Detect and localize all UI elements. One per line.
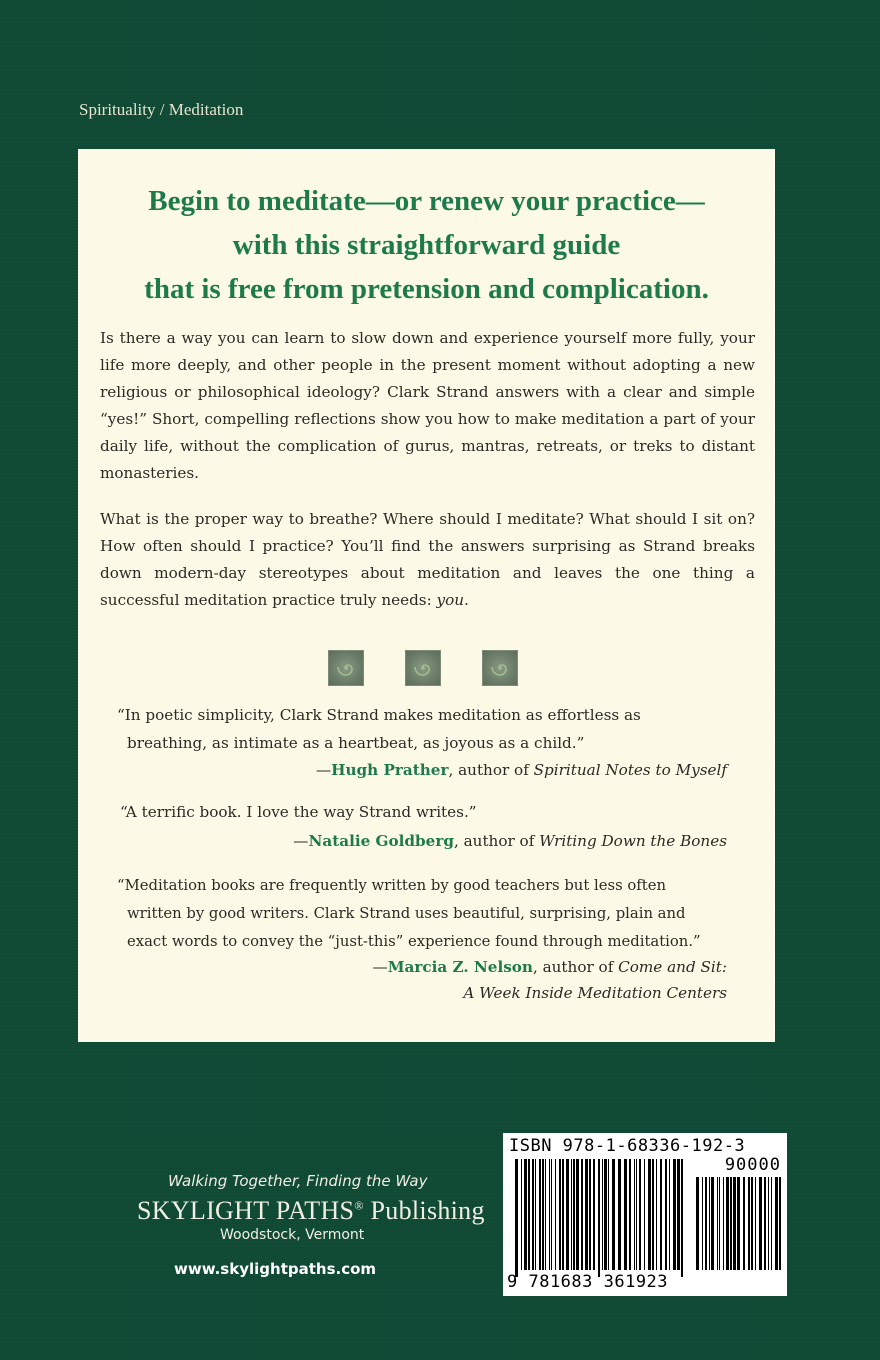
attribution-author-of: , author of (453, 832, 540, 850)
barcode-bar (566, 1159, 569, 1270)
barcode-bar (535, 1159, 536, 1270)
barcode-bar (515, 1159, 518, 1277)
publisher-name-main: SKYLIGHT PATHS (137, 1196, 355, 1225)
addon-bar (726, 1177, 729, 1270)
addon-bar (723, 1177, 724, 1270)
testimonial-1-line-2: breathing, as intimate as a heartbeat, as joyous as a child.” (127, 734, 585, 752)
testimonial-2-attribution (293, 832, 727, 850)
attribution-author-of: , author of (532, 958, 619, 976)
addon-bar (771, 1177, 772, 1270)
barcode-bar (660, 1159, 662, 1270)
testimonial-3-line-3: exact words to convey the “just-this” experience found through meditation.” (127, 933, 701, 950)
publisher-website-link[interactable]: www.skylightpaths.com (174, 1260, 377, 1278)
barcode-bar (673, 1159, 676, 1270)
ean-digits: 9 781683 361923 (507, 1272, 669, 1292)
barcode-bar (618, 1159, 621, 1270)
testimonial-2-line-1: “A terrific book. I love the way Strand writes.” (120, 803, 477, 821)
addon-bar (696, 1177, 699, 1270)
barcode-bar (585, 1159, 588, 1270)
barcode-bar (656, 1159, 657, 1270)
barcode-bar (636, 1159, 637, 1270)
spiral-ornament-icon (405, 650, 441, 686)
attribution-dash: — (315, 761, 332, 779)
addon-bar (755, 1177, 756, 1270)
barcode-bar (545, 1159, 546, 1270)
body-paragraph-2-text: What is the proper way to breathe? Where should I meditate? What should I sit on? How often should I practice? You’ll find the answers surprising as Strand breaks down modern-day stereotypes about meditation and leaves the one thing a successful meditation practice truly needs: (100, 510, 755, 609)
addon-bar (751, 1177, 753, 1270)
attribution-dash: — (372, 958, 388, 976)
addon-bar (743, 1177, 745, 1270)
barcode-bar (624, 1159, 627, 1270)
body-paragraph-1: Is there a way you can learn to slow down and experience yourself more fully, your life more deeply, and other people in the present moment without adopting a new religious or philosophical ideology? Clark Strand answers with a clear and simple “yes!” Short, compelling reflections show you how to make meditation a part of your daily life, without the complication of gurus, mantras, retreats, or treks to distant monasteries. (100, 329, 755, 482)
testimonial-3-line-2: written by good writers. Clark Strand uses beautiful, surprising, plain and (127, 905, 686, 922)
body-paragraph-2 (100, 506, 755, 614)
addon-bar (764, 1177, 766, 1270)
testimonial-1-attribution (316, 761, 727, 779)
publisher-name-suffix: Publishing (363, 1196, 485, 1225)
addon-bar (719, 1177, 720, 1270)
testimonial-3-attribution (373, 958, 727, 976)
attribution-book: Come and Sit: (618, 958, 727, 976)
barcode-bar (528, 1159, 530, 1270)
barcode-bar (551, 1159, 552, 1270)
price-code: 90000 (724, 1155, 781, 1175)
barcode-bar (549, 1159, 550, 1270)
barcode-bar (639, 1159, 641, 1270)
barcode-bar (602, 1159, 603, 1270)
barcode-bar (644, 1159, 645, 1270)
barcode-bar (532, 1159, 534, 1270)
barcode-bar (604, 1159, 607, 1270)
headline-line-2: with this straightforward guide (232, 229, 621, 261)
barcode-bar (608, 1159, 609, 1270)
barcode-bar (665, 1159, 667, 1270)
attribution-name: Natalie Goldberg (308, 832, 454, 850)
barcode-bar (681, 1159, 683, 1277)
addon-bar (759, 1177, 762, 1270)
barcode-bar (562, 1159, 564, 1270)
headline-line-3: that is free from pretension and complication. (144, 273, 709, 305)
barcode-bar (539, 1159, 541, 1270)
barcode-bar (669, 1159, 670, 1270)
attribution-name: Marcia Z. Nelson (387, 958, 533, 976)
attribution-author-of: , author of (448, 761, 534, 779)
barcode-bar (524, 1159, 527, 1270)
attribution-book-line-2: A Week Inside Meditation Centers (463, 984, 727, 1002)
publisher-location: Woodstock, Vermont (220, 1227, 365, 1243)
attribution-book: Writing Down the Bones (539, 832, 727, 850)
addon-bar (702, 1177, 703, 1270)
barcode-bar (559, 1159, 561, 1270)
addon-bar (768, 1177, 769, 1270)
description-panel (78, 149, 775, 1042)
publisher-tagline: Walking Together, Finding the Way (168, 1172, 428, 1190)
barcode-bar (571, 1159, 572, 1270)
isbn-label: ISBN 978-1-68336-192-3 (509, 1136, 746, 1156)
headline-line-1: Begin to meditate—or renew your practice— (148, 185, 705, 217)
testimonial-3-line-1: “Meditation books are frequently written by good teachers but less often (117, 877, 666, 894)
addon-bar (730, 1177, 732, 1270)
category-label: Spirituality / Meditation (79, 100, 244, 119)
addon-bar (711, 1177, 714, 1270)
barcode-bar (677, 1159, 680, 1270)
barcode-bar (652, 1159, 654, 1270)
addon-bar (779, 1177, 781, 1270)
barcode-bar (521, 1159, 522, 1270)
body-paragraph-2-emphasis: you. (436, 591, 469, 609)
barcode-bar (593, 1159, 595, 1270)
addon-bar (733, 1177, 736, 1270)
barcode-bar (589, 1159, 591, 1270)
barcode-bar (542, 1159, 544, 1270)
spiral-ornament-icon (482, 650, 518, 686)
attribution-book: Spiritual Notes to Myself (533, 761, 727, 779)
barcode-bar (612, 1159, 615, 1270)
attribution-name: Hugh Prather (331, 761, 449, 779)
addon-bar (748, 1177, 750, 1270)
ornament-row (78, 650, 775, 686)
testimonial-3-attribution-line-2 (463, 984, 727, 1002)
barcode-bar (573, 1159, 575, 1270)
addon-bar (737, 1177, 740, 1270)
testimonial-1-line-1: “In poetic simplicity, Clark Strand makes meditation as effortless as (117, 706, 641, 724)
barcode-bar (634, 1159, 635, 1270)
barcode-bar (648, 1159, 651, 1270)
barcode-bar (629, 1159, 631, 1270)
spiral-ornament-icon (328, 650, 364, 686)
registered-mark: ® (354, 1198, 364, 1213)
attribution-dash: — (293, 832, 309, 850)
addon-bar (717, 1177, 718, 1270)
isbn-barcode (503, 1133, 787, 1296)
barcode-bar (598, 1159, 600, 1277)
publisher-name (137, 1196, 485, 1226)
barcode-bar (576, 1159, 579, 1270)
addon-bar (775, 1177, 778, 1270)
headline (78, 179, 775, 311)
addon-bar (705, 1177, 707, 1270)
barcode-bar (581, 1159, 583, 1270)
addon-bar (709, 1177, 710, 1270)
barcode-bar (555, 1159, 556, 1270)
